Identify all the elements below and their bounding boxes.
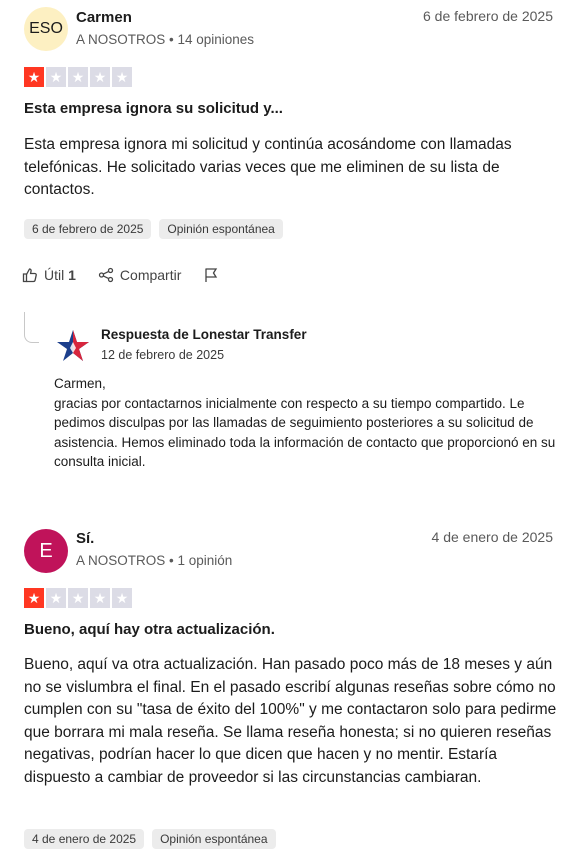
reviewer-meta: A NOSOTROS • 14 opiniones (76, 32, 255, 47)
thumbs-up-icon (22, 267, 38, 283)
star-icon: ★ (24, 67, 44, 87)
star-icon: ★ (46, 588, 66, 608)
star-icon: ★ (90, 588, 110, 608)
review-actions (22, 267, 241, 283)
avatar[interactable] (24, 529, 68, 573)
reviewer-meta: A NOSOTROS • 1 opinión (76, 553, 233, 568)
reply-text: gracias por contactarnos inicialmente con respecto a su tiempo compartido. Le pedimos disculpas por las llamadas de seguimiento posteriores a su solicitud de asistencia. Hemos eliminado toda la información de contacto que proporcionó en su consulta inicial. (54, 395, 556, 469)
share-button[interactable] (98, 267, 181, 283)
star-icon: ★ (68, 67, 88, 87)
review-title[interactable]: Esta empresa ignora su solicitud y... (24, 100, 283, 117)
company-logo (56, 329, 90, 363)
review-body: Bueno, aquí va otra actualización. Han pasado poco más de 18 meses y aún no se vislumbra el final. En el pasado escribí algunas reseñas sobre cómo no cumplen con su "tasa de éxito del 100%" y me contactaron solo para pedirme que borrara mi mala reseña. Se llama reseña honesta; si no quieren reseñas negativas, podrían hacer lo que dicen que hacen y no mentir. Estaría dispuesto a cambiar de proveedor si las circunstancias cambiaran. (24, 656, 557, 786)
avatar[interactable] (24, 7, 68, 51)
share-icon (98, 267, 114, 283)
review-tags (24, 829, 276, 849)
reviewer-name[interactable]: Carmen (76, 9, 132, 26)
avatar-initials: ESO (29, 20, 63, 37)
avatar-initials: E (39, 539, 53, 562)
star-icon: ★ (24, 588, 44, 608)
reviewer-name[interactable]: Sí. (76, 530, 95, 547)
reply-company-name: Respuesta de Lonestar Transfer (101, 327, 307, 342)
star-icon: ★ (68, 588, 88, 608)
review-type-tag: Opinión espontánea (152, 829, 275, 849)
reply-connector (24, 312, 39, 343)
experience-date-tag: 6 de febrero de 2025 (24, 219, 151, 239)
review-date: 6 de febrero de 2025 (423, 8, 553, 24)
review-title[interactable]: Bueno, aquí hay otra actualización. (24, 621, 275, 638)
reply-greeting: Carmen, (54, 376, 106, 391)
star-icon: ★ (112, 588, 132, 608)
share-label: Compartir (119, 267, 182, 283)
star-icon: ★ (90, 67, 110, 87)
review-card (0, 520, 583, 846)
report-button[interactable] (203, 267, 219, 283)
reply-date: 12 de febrero de 2025 (101, 348, 225, 362)
flag-icon (203, 267, 219, 283)
review-date: 4 de enero de 2025 (431, 529, 553, 545)
star-icon: ★ (46, 67, 66, 87)
review-type-tag: Opinión espontánea (159, 219, 282, 239)
star-rating (24, 588, 132, 608)
experience-date-tag: 4 de enero de 2025 (24, 829, 144, 849)
useful-button[interactable] (22, 267, 76, 283)
star-rating (24, 67, 132, 87)
useful-label: Útil (44, 267, 65, 283)
useful-count: 1 (68, 267, 76, 283)
star-icon: ★ (112, 67, 132, 87)
review-body: Esta empresa ignora mi solicitud y continúa acosándome con llamadas telefónicas. He solicitado varias veces que me eliminen de su lista de contactos. (24, 136, 512, 198)
review-tags (24, 219, 283, 239)
reply-body (54, 374, 559, 472)
